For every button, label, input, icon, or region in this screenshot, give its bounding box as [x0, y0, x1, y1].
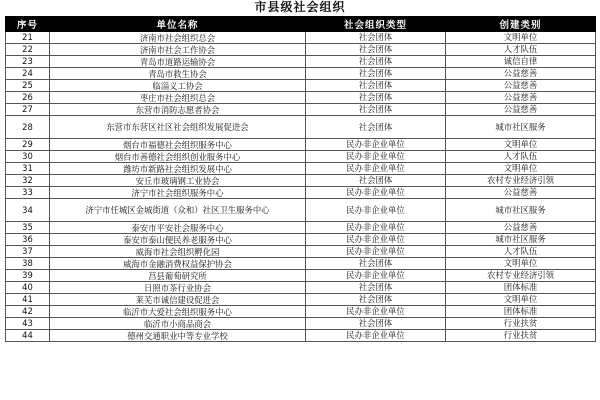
cell-type: 民办非企业单位 — [306, 222, 446, 234]
table-row — [6, 68, 596, 80]
cell-no: 34 — [6, 199, 50, 222]
cell-type: 社会团体 — [306, 282, 446, 294]
cell-no: 32 — [6, 175, 50, 187]
cell-type: 民办非企业单位 — [306, 199, 446, 222]
table-row — [6, 270, 596, 282]
cell-category: 团体标准 — [446, 282, 596, 294]
table-row — [6, 151, 596, 163]
table-row — [6, 44, 596, 56]
cell-name: 烟台市福德社会组织服务中心 — [50, 139, 306, 151]
cell-type: 社会团体 — [306, 175, 446, 187]
cell-no: 39 — [6, 270, 50, 282]
cell-no: 27 — [6, 104, 50, 116]
cell-category: 公益慈善 — [446, 104, 596, 116]
cell-type: 社会团体 — [306, 116, 446, 139]
cell-category: 农村专业经济引领 — [446, 270, 596, 282]
cell-no: 35 — [6, 222, 50, 234]
cell-no: 31 — [6, 163, 50, 175]
cell-type: 社会团体 — [306, 318, 446, 330]
cell-no: 26 — [6, 92, 50, 104]
cell-category: 公益慈善 — [446, 187, 596, 199]
cell-name: 威海市社会组织孵化园 — [50, 246, 306, 258]
table-row — [6, 163, 596, 175]
header-name: 单位名称 — [50, 17, 306, 32]
cell-name: 济南市社会组织总会 — [50, 32, 306, 44]
cell-name: 济南市社会工作协会 — [50, 44, 306, 56]
cell-type: 社会团体 — [306, 44, 446, 56]
cell-no: 36 — [6, 234, 50, 246]
cell-name: 莱芜市诚信建设促进会 — [50, 294, 306, 306]
cell-type: 社会团体 — [306, 92, 446, 104]
cell-name: 济宁市任城区金城街道（众和）社区卫生服务中心 — [50, 199, 306, 222]
header-type: 社会组织类型 — [306, 17, 446, 32]
table-row — [6, 199, 596, 222]
cell-no: 41 — [6, 294, 50, 306]
cell-type: 民办非企业单位 — [306, 234, 446, 246]
cell-no: 37 — [6, 246, 50, 258]
cell-no: 43 — [6, 318, 50, 330]
page-title: 市县级社会组织 — [254, 0, 346, 14]
cell-category: 诚信自律 — [446, 56, 596, 68]
cell-name: 泰安市平安社会服务中心 — [50, 222, 306, 234]
table-row — [6, 234, 596, 246]
cell-name: 东营市消防志愿者协会 — [50, 104, 306, 116]
cell-name: 日照市茶行业协会 — [50, 282, 306, 294]
cell-name: 威海市金融消费权益保护协会 — [50, 258, 306, 270]
cell-category: 行业扶贫 — [446, 330, 596, 342]
cell-type: 民办非企业单位 — [306, 163, 446, 175]
cell-type: 社会团体 — [306, 80, 446, 92]
cell-type: 社会团体 — [306, 32, 446, 44]
cell-type: 社会团体 — [306, 294, 446, 306]
cell-category: 文明单位 — [446, 258, 596, 270]
table-row — [6, 246, 596, 258]
cell-no: 44 — [6, 330, 50, 342]
cell-name: 莒县葡萄研究所 — [50, 270, 306, 282]
table-row — [6, 282, 596, 294]
cell-type: 民办非企业单位 — [306, 270, 446, 282]
cell-name: 临沂市小商品商会 — [50, 318, 306, 330]
table-body — [6, 32, 596, 342]
cell-no: 23 — [6, 56, 50, 68]
cell-category: 行业扶贫 — [446, 318, 596, 330]
cell-name: 青岛市救生协会 — [50, 68, 306, 80]
cell-name: 潍坊市新路社会组织发展中心 — [50, 163, 306, 175]
cell-category: 人才队伍 — [446, 44, 596, 56]
cell-type: 民办非企业单位 — [306, 151, 446, 163]
table-row — [6, 56, 596, 68]
cell-category: 人才队伍 — [446, 151, 596, 163]
cell-type: 社会团体 — [306, 104, 446, 116]
cell-no: 40 — [6, 282, 50, 294]
cell-name: 德州交通职业中等专业学校 — [50, 330, 306, 342]
cell-name: 济宁市社会组织服务中心 — [50, 187, 306, 199]
table-row — [6, 294, 596, 306]
cell-type: 民办非企业单位 — [306, 187, 446, 199]
cell-category: 城市社区服务 — [446, 234, 596, 246]
cell-type: 民办非企业单位 — [306, 139, 446, 151]
cell-name: 枣庄市社会组织总会 — [50, 92, 306, 104]
cell-no: 22 — [6, 44, 50, 56]
cell-name: 泰安市泰山便民养老服务中心 — [50, 234, 306, 246]
table-row — [6, 330, 596, 342]
cell-type: 社会团体 — [306, 56, 446, 68]
table-row — [6, 139, 596, 151]
cell-category: 公益慈善 — [446, 80, 596, 92]
cell-category: 文明单位 — [446, 139, 596, 151]
table-row — [6, 318, 596, 330]
cell-category: 公益慈善 — [446, 222, 596, 234]
cell-type: 社会团体 — [306, 68, 446, 80]
cell-category: 公益慈善 — [446, 92, 596, 104]
cell-name: 安丘市玻璃钢工业协会 — [50, 175, 306, 187]
cell-category: 人才队伍 — [446, 246, 596, 258]
cell-category: 公益慈善 — [446, 68, 596, 80]
cell-type: 民办非企业单位 — [306, 246, 446, 258]
cell-name: 东营市东营区社区社会组织发展促进会 — [50, 116, 306, 139]
table-row — [6, 187, 596, 199]
table-row — [6, 116, 596, 139]
cell-category: 城市社区服务 — [446, 116, 596, 139]
table-row — [6, 175, 596, 187]
organizations-table — [5, 16, 596, 342]
cell-type: 社会团体 — [306, 258, 446, 270]
table-header — [6, 17, 596, 32]
cell-category: 团体标准 — [446, 306, 596, 318]
header-category: 创建类别 — [446, 17, 596, 32]
cell-no: 24 — [6, 68, 50, 80]
cell-no: 30 — [6, 151, 50, 163]
cell-type: 民办非企业单位 — [306, 330, 446, 342]
table-row — [6, 32, 596, 44]
table-row — [6, 92, 596, 104]
cell-name: 烟台市善德社会组织创业服务中心 — [50, 151, 306, 163]
table-row — [6, 222, 596, 234]
cell-category: 文明单位 — [446, 294, 596, 306]
cell-no: 28 — [6, 116, 50, 139]
cell-category: 农村专业经济引领 — [446, 175, 596, 187]
cell-no: 38 — [6, 258, 50, 270]
cell-type: 民办非企业单位 — [306, 306, 446, 318]
cell-no: 25 — [6, 80, 50, 92]
cell-no: 42 — [6, 306, 50, 318]
table-row — [6, 80, 596, 92]
cell-category: 城市社区服务 — [446, 199, 596, 222]
cell-no: 29 — [6, 139, 50, 151]
cell-name: 青岛市道路运输协会 — [50, 56, 306, 68]
cell-no: 33 — [6, 187, 50, 199]
table-row — [6, 104, 596, 116]
table-row — [6, 306, 596, 318]
cell-name: 临沂市大爱社会组织服务中心 — [50, 306, 306, 318]
cell-no: 21 — [6, 32, 50, 44]
cell-category: 文明单位 — [446, 32, 596, 44]
cell-category: 文明单位 — [446, 163, 596, 175]
cell-name: 临淄义工协会 — [50, 80, 306, 92]
header-no: 序号 — [6, 17, 50, 32]
table-row — [6, 258, 596, 270]
